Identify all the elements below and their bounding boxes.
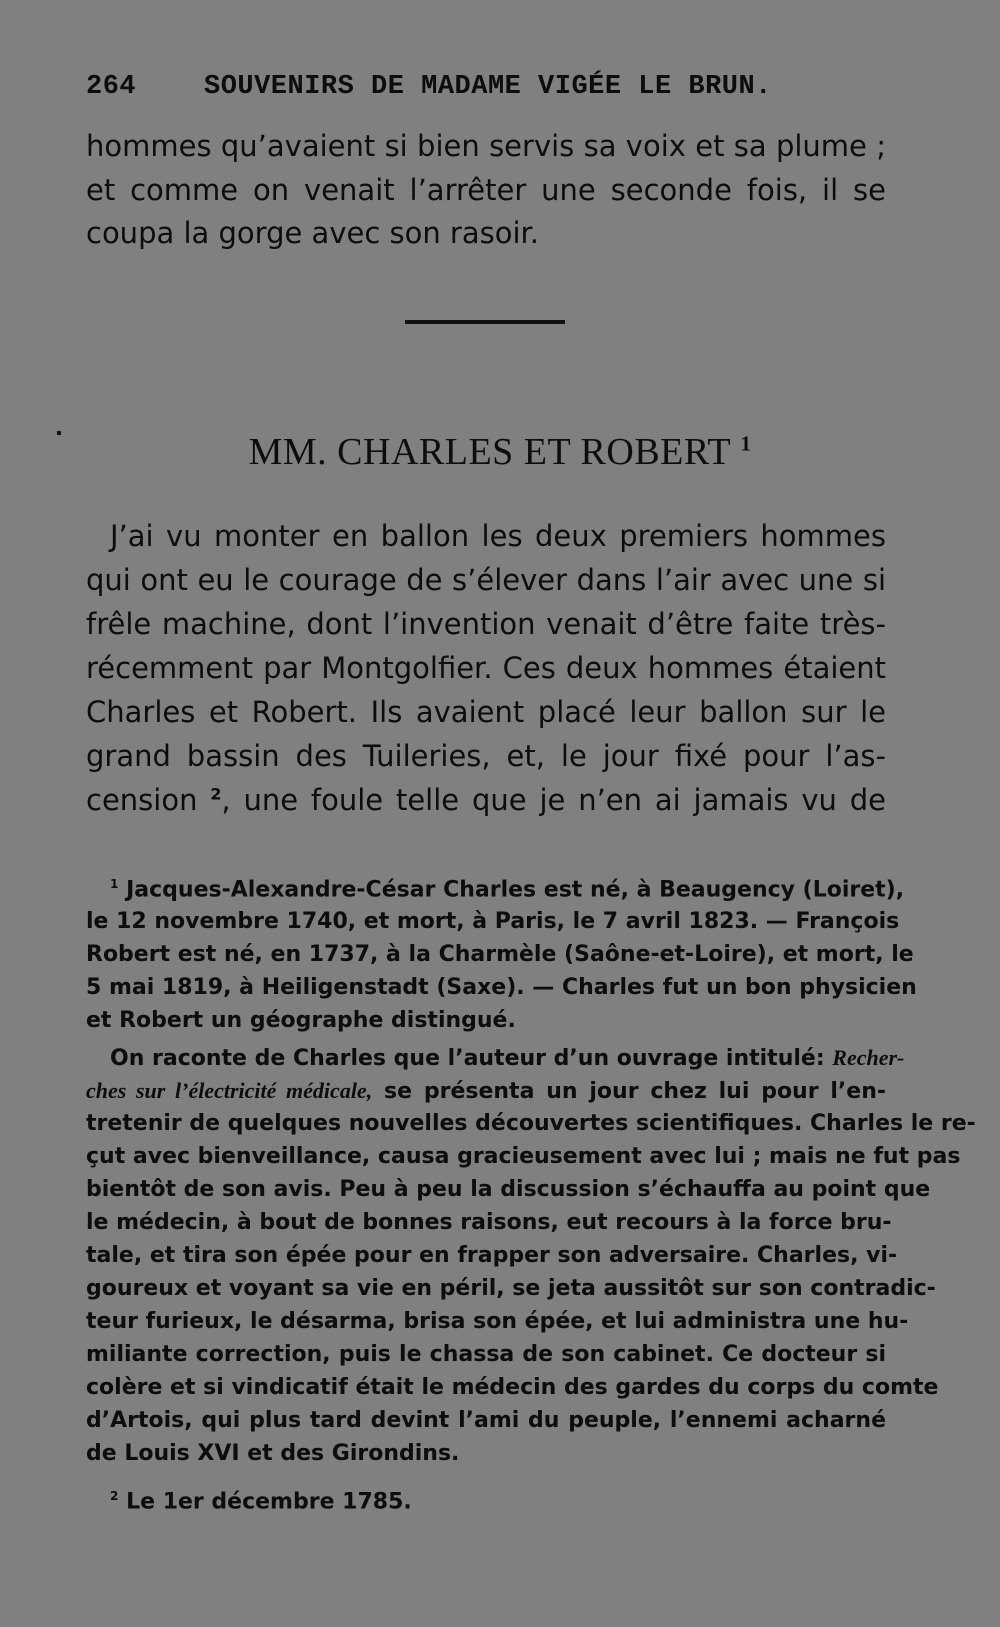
text-fragment: cension: [86, 783, 198, 817]
text-line: J’ai vu monter en ballon les deux premiers hommes: [110, 519, 886, 553]
text-line: [86, 783, 886, 817]
footnote-line: d’Artois, qui plus tard devint l’ami du peuple, l’ennemi acharné: [86, 1408, 886, 1433]
footnote-mark: 2: [210, 784, 222, 804]
section-title: [0, 430, 1000, 474]
footnote-line: [86, 877, 905, 903]
footnote-line: 5 mai 1819, à Heiligenstadt (Saxe). — Charles fut un bon physicien: [86, 975, 917, 1000]
footnote-line: bientôt de son avis. Peu à peu la discussion s’échauffa au point que: [86, 1177, 931, 1202]
text-fragment: Le 1er décembre 1785.: [126, 1489, 412, 1515]
footnote-line: et Robert un géographe distingué.: [86, 1008, 516, 1033]
text-line: récemment par Montgolfier. Ces deux hommes étaient: [86, 651, 886, 685]
text-fragment: Jacques-Alexandre-César Charles est né, à Beaugency (Loiret),: [126, 877, 905, 903]
section-divider: [405, 320, 565, 324]
footnote-mark: 1: [110, 877, 119, 891]
text-line: hommes qu’avaient si bien servis sa voix et sa plume ;: [86, 129, 886, 163]
running-title: SOUVENIRS DE MADAME VIGÉE LE BRUN.: [204, 72, 772, 102]
footnote-line: [86, 1080, 886, 1103]
footnote-line: [86, 1045, 905, 1071]
text-fragment: On raconte de Charles que l’auteur d’un ouvrage intitulé:: [110, 1046, 833, 1071]
footnote-line: de Louis XVI et des Girondins.: [86, 1441, 460, 1466]
text-line: et comme on venait l’arrêter une seconde fois, il se: [86, 173, 886, 207]
footnote-line: [86, 1490, 886, 1513]
text-line: grand bassin des Tuileries, et, le jour fixé pour l’as-: [86, 739, 886, 773]
footnote-line: tretenir de quelques nouvelles découvertes scientifiques. Charles le re-: [86, 1111, 976, 1136]
text-fragment: , une foule telle que je n’en ai jamais vu de: [221, 783, 886, 817]
footnote-line: çut avec bienveillance, causa gracieusement avec lui ; mais ne fut pas: [86, 1144, 961, 1169]
text-line: frêle machine, dont l’invention venait d’être faite très-: [86, 607, 886, 641]
footnote-line: miliante correction, puis le chassa de son cabinet. Ce docteur si: [86, 1342, 886, 1367]
footnote-line: Robert est né, en 1737, à la Charmèle (Saône-et-Loire), et mort, le: [86, 942, 914, 967]
footnote-mark: 2: [110, 1489, 119, 1503]
footnote-mark: 1: [740, 431, 752, 456]
text-line: qui ont eu le courage de s’élever dans l’air avec une si: [86, 563, 886, 597]
text-line: Charles et Robert. Ils avaient placé leur ballon sur le: [86, 695, 886, 729]
running-head: [86, 72, 896, 102]
footnote-line: goureux et voyant sa vie en péril, se jeta aussitôt sur son contradic-: [86, 1276, 936, 1301]
text-line: coupa la gorge avec son rasoir.: [86, 216, 540, 250]
text-fragment: se présenta un jour chez lui pour l’en-: [372, 1079, 887, 1104]
footnote-line: teur furieux, le désarma, brisa son épée, et lui administra une hu-: [86, 1309, 909, 1334]
footnote-line: tale, et tira son épée pour en frapper son adversaire. Charles, vi-: [86, 1243, 898, 1268]
footnote-line: colère et si vindicatif était le médecin des gardes du corps du comte: [86, 1375, 939, 1400]
section-title-text: MM. CHARLES ET ROBERT: [248, 431, 731, 473]
book-title: Recher-: [832, 1045, 905, 1070]
page-number: 264: [86, 72, 137, 102]
footnote-line: le médecin, à bout de bonnes raisons, eut recours à la force bru-: [86, 1210, 892, 1235]
book-title: ches sur l’électricité médicale,: [86, 1078, 373, 1103]
footnote-line: le 12 novembre 1740, et mort, à Paris, le 7 avril 1823. — François: [86, 909, 900, 934]
